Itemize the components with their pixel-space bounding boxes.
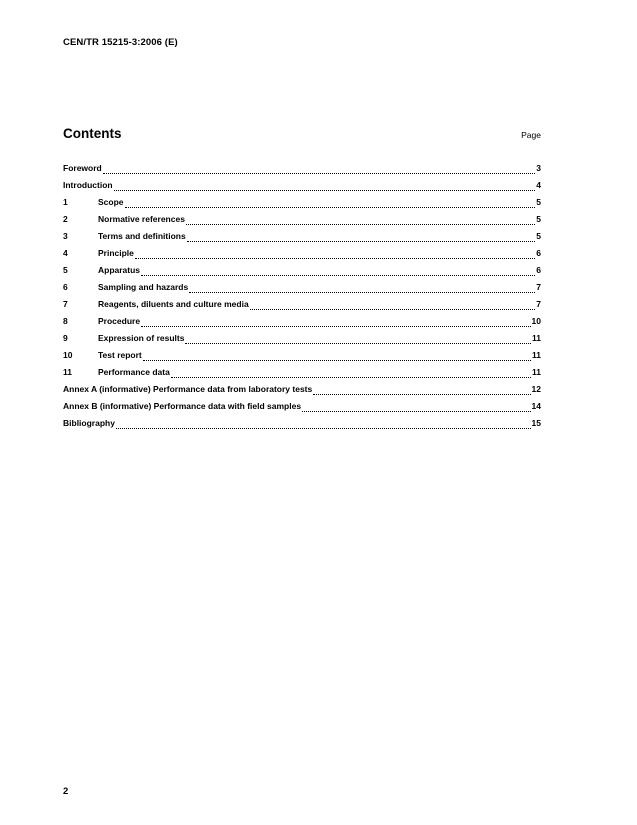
toc-entry-title: Bibliography — [63, 418, 115, 428]
toc-entry[interactable] — [63, 350, 541, 367]
toc-dot-leader — [125, 207, 536, 208]
toc-dot-leader — [135, 258, 535, 259]
toc-entry[interactable] — [63, 180, 541, 197]
toc-entry[interactable] — [63, 282, 541, 299]
toc-entry-title: Principle — [98, 248, 134, 258]
toc-dot-leader — [185, 343, 531, 344]
toc-entry-page: 12 — [531, 384, 541, 394]
toc-entry-title: Expression of results — [98, 333, 185, 343]
toc-entry-number: 10 — [63, 350, 73, 360]
toc-dot-leader — [141, 275, 535, 276]
toc-entry-title: Foreword — [63, 163, 102, 173]
toc-entry-number: 9 — [63, 333, 68, 343]
toc-entry-page: 5 — [536, 214, 541, 224]
toc-entry-number: 3 — [63, 231, 68, 241]
toc-entry-title: Procedure — [98, 316, 141, 326]
toc-dot-leader — [313, 394, 530, 395]
toc-entry[interactable] — [63, 384, 541, 401]
toc-entry[interactable] — [63, 163, 541, 180]
toc-entry-title: Sampling and hazards — [98, 282, 189, 292]
toc-entry[interactable] — [63, 248, 541, 265]
toc-entry-title: Annex A (informative) Performance data from laboratory tests — [63, 384, 313, 394]
toc-entry-page: 14 — [531, 401, 541, 411]
toc-dot-leader — [103, 173, 536, 174]
toc-entry[interactable] — [63, 231, 541, 248]
toc-dot-leader — [187, 241, 536, 242]
toc-entry-page: 7 — [536, 299, 541, 309]
toc-entry-page: 5 — [536, 197, 541, 207]
toc-entry-page: 11 — [532, 350, 541, 360]
toc-entry[interactable] — [63, 214, 541, 231]
toc-entry[interactable] — [63, 316, 541, 333]
contents-title: Contents — [63, 126, 122, 141]
toc-entry-title: Introduction — [63, 180, 113, 190]
toc-entry-title: Normative references — [98, 214, 185, 224]
page-number: 2 — [63, 786, 69, 797]
toc-entry-title: Performance data — [98, 367, 170, 377]
toc-entry-title: Annex B (informative) Performance data with field samples — [63, 401, 302, 411]
toc-entry-title: Scope — [98, 197, 124, 207]
toc-entry-number: 4 — [63, 248, 68, 258]
toc-entry[interactable] — [63, 265, 541, 282]
toc-dot-leader — [171, 377, 531, 378]
table-of-contents — [63, 163, 541, 435]
toc-entry[interactable] — [63, 299, 541, 316]
toc-entry-page: 7 — [536, 282, 541, 292]
toc-entry-number: 11 — [63, 367, 72, 377]
toc-entry-page: 5 — [536, 231, 541, 241]
toc-entry-page: 15 — [531, 418, 541, 428]
toc-entry-page: 4 — [536, 180, 541, 190]
toc-entry-number: 1 — [63, 197, 68, 207]
toc-entry-title: Test report — [98, 350, 142, 360]
toc-entry-number: 7 — [63, 299, 68, 309]
toc-dot-leader — [116, 428, 531, 429]
toc-entry-page: 6 — [536, 265, 541, 275]
toc-entry-page: 3 — [536, 163, 541, 173]
toc-entry-number: 5 — [63, 265, 68, 275]
toc-entry-page: 11 — [532, 367, 541, 377]
toc-entry[interactable] — [63, 418, 541, 435]
toc-dot-leader — [250, 309, 536, 310]
toc-entry[interactable] — [63, 197, 541, 214]
toc-entry-page: 10 — [531, 316, 541, 326]
document-identifier: CEN/TR 15215-3:2006 (E) — [63, 37, 178, 48]
contents-header — [63, 126, 541, 141]
toc-entry[interactable] — [63, 401, 541, 418]
toc-dot-leader — [302, 411, 530, 412]
toc-dot-leader — [186, 224, 535, 225]
toc-entry-title: Terms and definitions — [98, 231, 186, 241]
toc-entry-page: 6 — [536, 248, 541, 258]
toc-entry-title: Apparatus — [98, 265, 141, 275]
toc-dot-leader — [143, 360, 531, 361]
toc-entry-number: 8 — [63, 316, 68, 326]
toc-dot-leader — [189, 292, 535, 293]
toc-entry[interactable] — [63, 367, 541, 384]
toc-entry-number: 2 — [63, 214, 68, 224]
toc-entry-title: Reagents, diluents and culture media — [98, 299, 249, 309]
toc-entry-page: 11 — [532, 333, 541, 343]
toc-entry-number: 6 — [63, 282, 68, 292]
toc-entry[interactable] — [63, 333, 541, 350]
toc-dot-leader — [141, 326, 530, 327]
toc-dot-leader — [114, 190, 536, 191]
page-column-label: Page — [521, 130, 541, 140]
